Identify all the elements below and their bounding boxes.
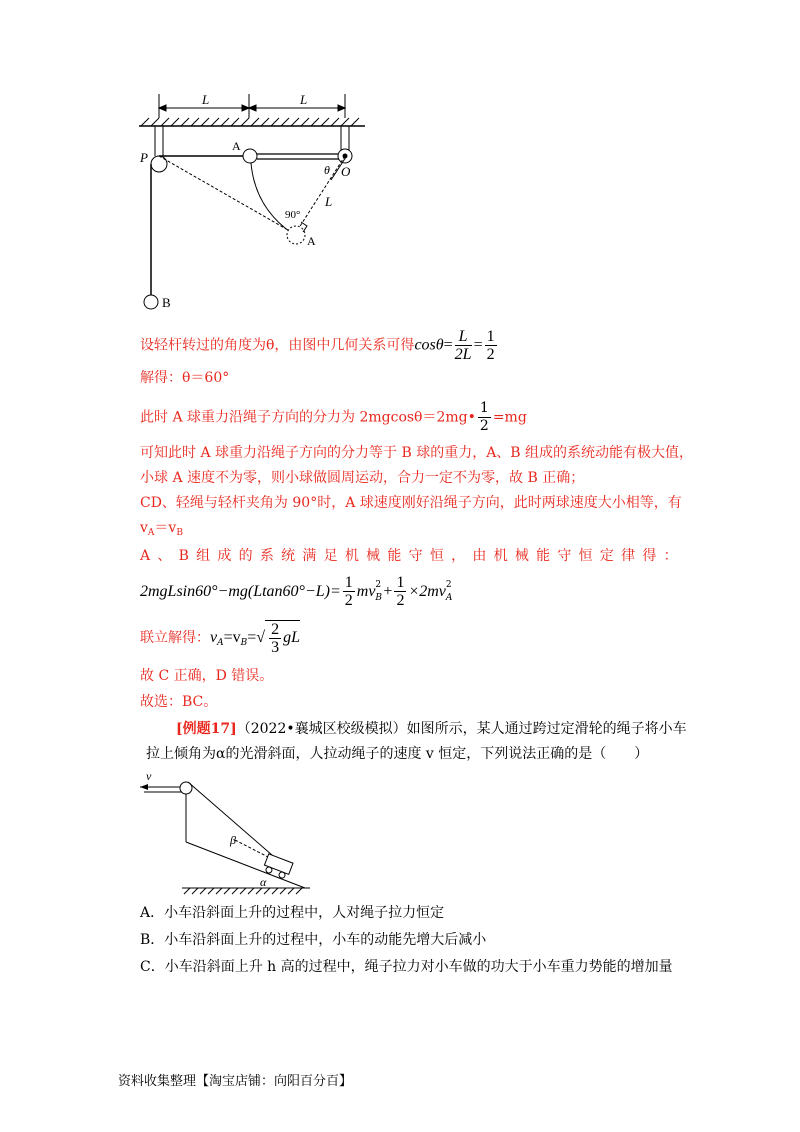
spread-char: 守 xyxy=(408,548,423,564)
spread-char: 组 xyxy=(196,548,211,564)
spread-char: 统 xyxy=(281,548,296,564)
joint-solution: 联立解得：$v_A=v_B=√$ $\frac{2}{3}$ gL xyxy=(140,621,300,656)
spread-char: 恒 xyxy=(578,548,593,564)
spread-char: 、 xyxy=(157,548,172,564)
conclusion-1: 故 C 正确，D 错误。 xyxy=(140,668,274,684)
option-c[interactable]: C．小车沿斜面上升 h 高的过程中，绳子拉力对小车做的功大于小车重力势能的增加量 xyxy=(140,959,673,975)
spread-char: 机 xyxy=(493,548,508,564)
label-L2: L xyxy=(300,92,308,107)
label-O: O xyxy=(341,164,351,179)
label-P: P xyxy=(140,150,148,165)
spread-char: 足 xyxy=(323,548,338,564)
solution-line-5: 小球 A 速度不为零，则小球做圆周运动，合力一定不为零，故 B 正确； xyxy=(140,470,585,486)
solution-line-7: $v_A=v_B$ xyxy=(140,520,183,538)
spread-char: ： xyxy=(663,548,678,564)
spread-char: 机 xyxy=(344,548,359,564)
solution-line-8 xyxy=(140,546,678,566)
label-A-bottom: A xyxy=(307,234,316,248)
spread-char: B xyxy=(178,548,189,564)
spread-char: 恒 xyxy=(429,548,444,564)
label-A-top: A xyxy=(232,139,241,153)
option-a[interactable]: A．小车沿斜面上升的过程中，人对绳子拉力恒定 xyxy=(140,905,445,921)
label-v: v xyxy=(146,769,152,783)
example-line-2: 拉上倾角为α的光滑斜面，人拉动绳子的速度 v 恒定，下列说法正确的是（ ） xyxy=(146,746,649,762)
example-header: [例题17]（2022•襄城区校级模拟）如图所示，某人通过跨过定滑轮的绳子将小车 xyxy=(176,721,687,737)
label-L-rod: L xyxy=(325,194,333,209)
solution-line-2: 解得：θ＝60° xyxy=(140,370,230,386)
conclusion-2: 故选：BC。 xyxy=(140,694,218,710)
label-theta: θ xyxy=(324,163,330,177)
spread-char: 能 xyxy=(536,548,551,564)
spread-char: A xyxy=(140,548,151,564)
spread-char: 定 xyxy=(599,548,614,564)
spread-char: 械 xyxy=(366,548,381,564)
spread-char: 能 xyxy=(387,548,402,564)
label-beta: β xyxy=(230,833,236,847)
solution-line-1: 设轻杆转过的角度为θ，由图中几何关系可得cosθ= $\frac{L}{2L}$ = $\frac{1}{2}$ xyxy=(140,328,495,363)
spread-char: 成 xyxy=(217,548,232,564)
label-90: 90° xyxy=(285,209,301,221)
spread-char: 得 xyxy=(642,548,657,564)
solution-line-4: 可知此时 A 球重力沿绳子方向的分力等于 B 球的重力，A、B 组成的系统动能有极大值， xyxy=(140,445,694,461)
option-b[interactable]: B．小车沿斜面上升的过程中，小车的动能先增大后减小 xyxy=(140,932,487,948)
spread-char: 的 xyxy=(238,548,253,564)
spread-char: 由 xyxy=(472,548,487,564)
spread-char: 系 xyxy=(259,548,274,564)
solution-line-3: 此时 A 球重力沿绳子方向的分力为 2mgcosθ＝2mg• $\frac{1}{2}$ =mg xyxy=(140,400,527,434)
solution-line-6: CD、轻绳与轻杆夹角为 90°时，A 球速度刚好沿绳子方向，此时两球速度大小相等，有 xyxy=(140,495,682,511)
spread-char: 满 xyxy=(302,548,317,564)
label-B: B xyxy=(162,295,171,310)
label-alpha: α xyxy=(260,875,267,889)
energy-equation: 2mgLsin60°−mg(Ltan60°−L)= $\frac{1}{2}$ mv 2 B + $\frac{1}{2}$ ×2mv 2 A xyxy=(140,574,453,609)
spread-char: 律 xyxy=(621,548,636,564)
footer-source: 资料收集整理【淘宝店铺：向阳百分百】 xyxy=(118,1074,353,1089)
incline-cart-diagram xyxy=(140,768,320,898)
spread-char: ， xyxy=(451,548,466,564)
label-L1: L xyxy=(202,92,210,107)
spread-char: 守 xyxy=(557,548,572,564)
pulley-rod-diagram xyxy=(135,88,375,318)
spread-char: 械 xyxy=(514,548,529,564)
